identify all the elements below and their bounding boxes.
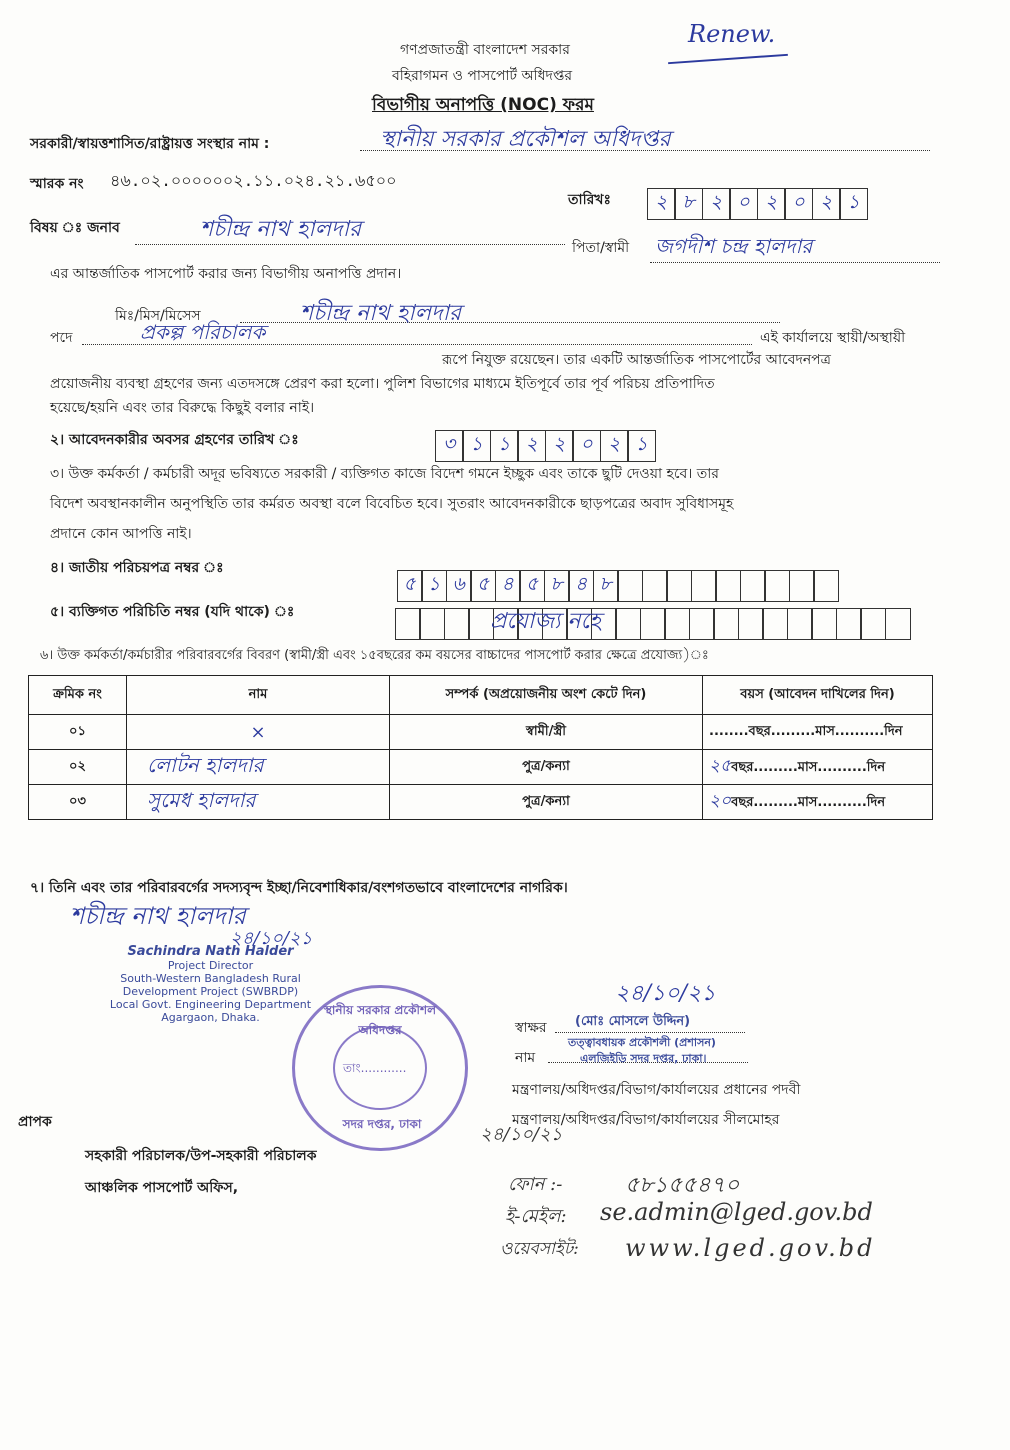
para1-c: হয়েছে/হয়নি এবং তার বিরুদ্ধে কিছুই বলার নাই। [50, 400, 315, 416]
nid-digit-box: ৫ [519, 570, 545, 602]
post-value: প্রকল্প পরিচালক [140, 320, 266, 344]
applicant-seal [98, 944, 323, 1024]
retire-digit-box: ০ [572, 430, 601, 462]
name-value2: এলজিইডি সদর দপ্তর, ঢাকা। [580, 1052, 707, 1065]
date-label: তারিখঃ [568, 192, 611, 208]
retire-digit-box: ১ [490, 430, 519, 462]
seal-line: Local Govt. Engineering Department [109, 998, 312, 1011]
date-digit-box: ২ [647, 188, 676, 220]
row-age-text: বছর.........মাস..........দিন [731, 760, 886, 775]
header-relation: সম্পর্ক (অপ্রয়োজনীয় অংশ কেটে দিন) [390, 676, 703, 715]
date-digit-box: ০ [729, 188, 758, 220]
date-digit-box: ১ [839, 188, 868, 220]
nid-digit-box [813, 570, 839, 602]
nid-digit-box [740, 570, 766, 602]
retire-digit-box: ২ [600, 430, 629, 462]
item4-label: ৪। জাতীয় পরিচয়পত্র নম্বর ঃ [50, 560, 224, 576]
personal-id-box [860, 608, 886, 640]
sign-value: (মোঃ মোসলে উদ্দিন) [575, 1014, 691, 1029]
nid-digit-box [715, 570, 741, 602]
para1-b: প্রয়োজনীয় ব্যবস্থা গ্রহণের জন্য এতদসঙ্গে প্রেরণ করা হলো। পুলিশ বিভাগের মাধ্যমে ইতিপূর্বে তার পূর্ব পরিচয় প্রতিপাদিত [50, 376, 715, 392]
row-age [703, 785, 933, 820]
name-value1: তত্ত্বাবধায়ক প্রকৌশলী (প্রশাসন) [568, 1036, 716, 1049]
row-name: লোটন হালদার [127, 750, 390, 785]
org-value: স্থানীয় সরকার প্রকৌশল অধিদপ্তর [380, 127, 671, 152]
seal-line: Sachindra Nath Halder [127, 944, 294, 959]
table-row [29, 785, 933, 820]
seal-line: South-Western Bangladesh Rural [120, 972, 301, 985]
personal-id-value: প্রযোজ্য নহে [490, 609, 601, 634]
item3-a: ৩। উক্ত কর্মকর্তা / কর্মচারী অদূর ভবিষ্যতে সরকারী / ব্যক্তিগত কাজে বিদেশ গমনে ইচ্ছুক এবং তাকে ছুটি দেওয়া হবে। তার [50, 466, 719, 482]
item2-label: ২। আবেদনকারীর অবসর গ্রহণের তারিখ ঃ [50, 432, 299, 448]
org-label: সরকারী/স্বায়ত্তশাসিত/রাষ্ট্রায়ত্ত সংস্থার নাম : [30, 136, 270, 152]
nid-digit-box: ৫ [470, 570, 496, 602]
nid-digit-box [789, 570, 815, 602]
row-age-text: বছর.........মাস..........দিন [731, 795, 886, 810]
mr-value: শচীন্দ্র নাথ হালদার [300, 301, 462, 326]
nid-digit-box: ৬ [446, 570, 472, 602]
retire-digit-box: ১ [627, 430, 656, 462]
personal-id-box [787, 608, 813, 640]
nid-digit-box: ৪ [495, 570, 521, 602]
personal-id-boxes [396, 608, 911, 640]
phone-value: ৫৮১৫৫৪৭০ [625, 1173, 740, 1198]
row-name: সুমেধ হালদার [127, 785, 390, 820]
nid-boxes [398, 570, 839, 602]
personal-id-box [419, 608, 445, 640]
personal-id-box [836, 608, 862, 640]
row-relation: পুত্র/কন্যা [390, 750, 703, 785]
personal-id-box [885, 608, 911, 640]
row-age: ........বছর.........মাস..........দিন [703, 715, 933, 750]
personal-id-box [444, 608, 470, 640]
father-value: জগদীশ চন্দ্র হালদার [655, 234, 813, 258]
prapok-label: প্রাপক [18, 1114, 52, 1130]
name-label: নাম [515, 1050, 536, 1066]
header-age: বয়স (আবেদন দাখিলের দিন) [703, 676, 933, 715]
item3-b: বিদেশ অবস্থানকালীন অনুপস্থিতি তার কর্মরত অবস্থা বলে বিবেচিত হবে। সুতরাং আবেদনকারীকে ছাড়পত্রের অবাদ সুবিধাসমূহ [50, 496, 734, 512]
row-serial: ০১ [29, 715, 127, 750]
website-value: www.lged.gov.bd [625, 1234, 876, 1262]
header-line1: গণপ্রজাতন্ত্রী বাংলাদেশ সরকার [400, 42, 570, 58]
header-name: নাম [127, 676, 390, 715]
row-name: × [127, 715, 390, 750]
post-label: পদে [50, 330, 73, 346]
header-line2: বহিরাগমন ও পাসপোর্ট অধিদপ্তর [392, 68, 573, 84]
family-table [28, 675, 933, 820]
table-header-row [29, 676, 933, 715]
retire-digit-box: ২ [517, 430, 546, 462]
email-label: ই-মেইল: [505, 1206, 567, 1227]
row-age-text: বছর.........মাস..........দিন [748, 723, 903, 739]
applicant-sign-date: ২৪/১০/২১ [230, 928, 313, 949]
initial-date: ২৪/১০/২১ [480, 1124, 563, 1145]
date-digit-box: ৮ [674, 188, 703, 220]
table-row [29, 750, 933, 785]
recipient-line1: সহকারী পরিচালক/উপ-সহকারী পরিচালক [85, 1148, 317, 1164]
seal-line: Agargaon, Dhaka. [161, 1011, 260, 1024]
retire-digit-box: ১ [462, 430, 491, 462]
row-age-year: ২০ [709, 791, 732, 811]
stamp-bottom-text: সদর দপ্তর, ঢাকা [342, 1117, 422, 1131]
phone-label: ফোন :- [508, 1174, 563, 1195]
date-digit-box: ০ [784, 188, 813, 220]
header-serial: ক্রমিক নং [29, 676, 127, 715]
personal-id-box [395, 608, 421, 640]
website-label: ওয়েবসাইট: [500, 1239, 579, 1259]
item7: ৭। তিনি এবং তার পরিবারবর্গের সদস্যবৃন্দ ইচ্ছা/নিবেশাধিকার/বংশগতভাবে বাংলাদেশের নাগরিক। [30, 880, 568, 896]
nid-digit-box: ১ [421, 570, 447, 602]
renew-underline [668, 54, 788, 64]
retire-boxes [436, 430, 656, 462]
personal-id-box [689, 608, 715, 640]
nid-digit-box: ৮ [593, 570, 619, 602]
father-label: পিতা/স্বামী [572, 240, 630, 256]
row-serial: ০৩ [29, 785, 127, 820]
email-value: se.admin@lged.gov.bd [600, 1198, 873, 1226]
personal-id-box [738, 608, 764, 640]
row-age-year: ২৫ [709, 756, 732, 776]
nid-digit-box: ৮ [544, 570, 570, 602]
date-digit-box: ২ [812, 188, 841, 220]
item6-label: ৬। উক্ত কর্মকর্তা/কর্মচারীর পরিবারবর্গের বিবরণ (স্বামী/স্ত্রী এবং ১৫বছরের কম বয়সের বাচ্চাদের পাসপোর্ট করার ক্ষেত্রে প্রযোজ্য)ঃ [40, 648, 709, 663]
applicant-signature: শচীন্দ্র নাথ হালদার [70, 902, 246, 930]
subject-label: বিষয় ঃ জনাব [30, 220, 120, 236]
subject-line2: এর আন্তর্জাতিক পাসপোর্ট করার জন্য বিভাগীয় অনাপত্তি প্রদান। [50, 266, 402, 282]
memo-label: স্মারক নং [30, 176, 84, 192]
office-seal-stamp [292, 985, 468, 1151]
row-age [703, 750, 933, 785]
row-relation: স্বামী/স্ত্রী [390, 715, 703, 750]
personal-id-box [664, 608, 690, 640]
table-row [29, 715, 933, 750]
para1-a: রূপে নিযুক্ত রয়েছেন। তার একটি আন্তর্জাতিক পাসপোর্টের আবেদনপত্র [442, 352, 831, 368]
recipient-line2: আঞ্চলিক পাসপোর্ট অফিস, [85, 1180, 239, 1196]
nid-digit-box: ৪ [568, 570, 594, 602]
mr-label: মিঃ/মিস/মিসেস [115, 308, 201, 324]
nid-digit-box: ৫ [397, 570, 423, 602]
personal-id-box [640, 608, 666, 640]
office-text: এই কার্যালয়ে স্থায়ী/অস্থায়ী [760, 330, 906, 346]
office-seal-label: মন্ত্রণালয়/অধিদপ্তর/বিভাগ/কার্যালয়ের সীলমোহর [512, 1112, 780, 1128]
personal-id-box [811, 608, 837, 640]
item3-c: প্রদানে কোন আপত্তি নাই। [50, 526, 192, 542]
row-serial: ০২ [29, 750, 127, 785]
retire-digit-box: ২ [545, 430, 574, 462]
nid-digit-box [642, 570, 668, 602]
seal-line: Development Project (SWBRDP) [122, 985, 299, 998]
nid-digit-box [764, 570, 790, 602]
form-title: বিভাগীয় অনাপত্তি (NOC) ফরম [372, 95, 594, 115]
seal-line: Project Director [167, 959, 254, 972]
nid-digit-box [666, 570, 692, 602]
subject-value: শচীন্দ্র নাথ হালদার [200, 217, 362, 242]
date-digit-box: ২ [702, 188, 731, 220]
retire-digit-box: ৩ [435, 430, 464, 462]
date-digit-box: ২ [757, 188, 786, 220]
head-designation: মন্ত্রণালয়/অধিদপ্তর/বিভাগ/কার্যালয়ের প্রধানের পদবী [512, 1082, 801, 1098]
renew-note: Renew. [688, 20, 776, 48]
stamp-outer-text: স্থানীয় সরকার প্রকৌশল অধিদপ্তর [323, 1003, 437, 1037]
item5-label: ৫। ব্যক্তিগত পরিচিতি নম্বর (যদি থাকে) ঃ [50, 604, 295, 620]
memo-value: ৪৬.০২.০০০০০০২.১১.০২৪.২১.৬৫০০ [110, 171, 397, 190]
date-boxes [648, 188, 868, 220]
sign-label: স্বাক্ষর [515, 1020, 547, 1036]
officer-signature: ২৪/১০/২১ [615, 981, 716, 1006]
nid-digit-box [617, 570, 643, 602]
personal-id-box [713, 608, 739, 640]
nid-digit-box [691, 570, 717, 602]
stamp-inner-text: তাং............ [343, 1061, 407, 1075]
row-relation: পুত্র/কন্যা [390, 785, 703, 820]
personal-id-box [615, 608, 641, 640]
personal-id-box [762, 608, 788, 640]
